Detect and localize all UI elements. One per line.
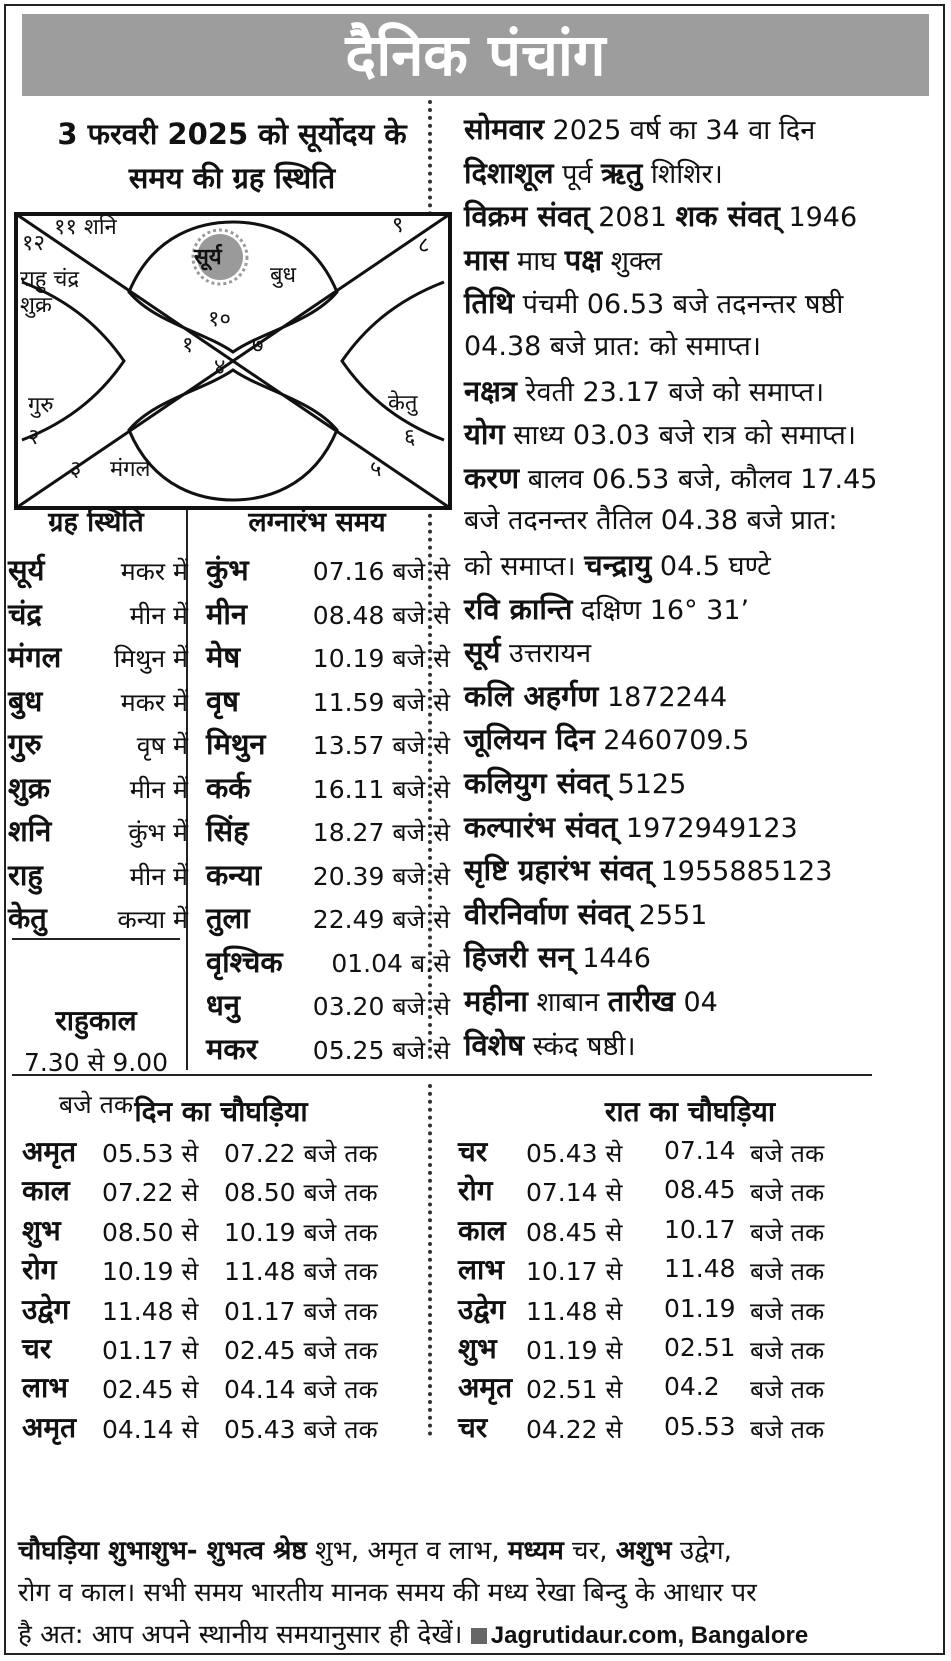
panchang-value: शुक्ल <box>602 245 662 277</box>
panchang-value: 2551 <box>630 899 708 931</box>
graha-row <box>8 764 188 810</box>
choghadiya-to: 02.45 बजे तक <box>224 1336 378 1365</box>
planet-name: शुक्र <box>8 770 50 805</box>
panchang-value: दक्षिण 16° 31’ <box>572 594 750 626</box>
panchang-value: स्कंद षष्ठी। <box>524 1030 636 1062</box>
panchang-value: बजे तदनन्तर तैतिल 04.38 बजे प्रात: <box>464 505 838 537</box>
lagna-time: 22.49 बजे से <box>312 905 450 934</box>
brand-credit: Jagrutidaur.com, Bangalore <box>490 1622 809 1649</box>
panchang-value: शाबान <box>527 987 608 1018</box>
day-choghadiya-row <box>22 1171 422 1213</box>
lagna-sign: मकर <box>206 1031 258 1066</box>
panchang-line <box>464 760 944 808</box>
choghadiya-name: शुभ <box>22 1213 61 1247</box>
choghadiya-to: 02.51 <box>664 1333 736 1362</box>
rahukaal-time: 7.30 से 9.00 <box>23 1048 169 1077</box>
panchang-key: शक संवत् <box>675 199 780 234</box>
planet-sign: मिथुन में <box>113 644 188 673</box>
lagna-sign: तुला <box>206 901 250 935</box>
choghadiya-to: 05.43 बजे तक <box>224 1414 378 1444</box>
kundali-chart <box>14 212 452 510</box>
planet-name: मंगल <box>8 640 62 674</box>
lagna-row <box>206 720 450 766</box>
planet-sign: कन्या में <box>117 905 188 934</box>
choghadiya-from: 10.19 से <box>102 1257 199 1287</box>
planet-name: केतु <box>8 901 47 935</box>
panchang-key: सोमवार <box>464 112 544 146</box>
choghadiya-name: शुभ <box>458 1332 497 1365</box>
graha-row <box>8 807 188 853</box>
panchang-line <box>464 498 944 544</box>
panchang-key: कलि अहर्गण <box>464 678 599 713</box>
choghadiya-from: 05.53 से <box>102 1139 199 1168</box>
panchang-key: जूलियन दिन <box>464 722 595 757</box>
lagna-time: 10.19 बजे से <box>312 644 450 673</box>
lagna-row <box>206 764 450 810</box>
day-choghadiya-title: दिन का चौघड़िया <box>134 1095 308 1128</box>
day-choghadiya-row <box>22 1290 422 1332</box>
choghadiya-to: 11.48 <box>664 1254 736 1284</box>
lagna-row <box>206 981 450 1027</box>
lagna-time: 18.27 बजे से <box>312 818 450 847</box>
lagna-time: 01.04 ब.से <box>331 948 450 978</box>
planet-sign: मीन में <box>129 861 188 891</box>
choghadiya-name: लाभ <box>458 1253 504 1287</box>
footer-key-1: चौघड़िया शुभाशुभ- शुभत्व श्रेष्ठ <box>18 1536 307 1566</box>
lagna-sign: मिथुन <box>206 727 266 761</box>
choghadiya-from: 11.48 से <box>526 1296 623 1326</box>
panchang-value: 1446 <box>573 943 651 975</box>
lagna-row <box>206 851 450 897</box>
kundali-rahu-chandra: राहु चंद्र <box>20 267 80 292</box>
lagna-sign: सिंह <box>206 814 249 848</box>
panchang-line <box>464 542 944 590</box>
choghadiya-to: 11.48 बजे तक <box>224 1257 378 1287</box>
choghadiya-from: 11.48 से <box>102 1296 199 1326</box>
panchang-key: ऋतु <box>601 155 643 190</box>
kundali-mangal: मंगल <box>110 457 151 482</box>
choghadiya-name: चर <box>458 1135 488 1168</box>
panchang-value: उत्तरायन <box>500 638 592 670</box>
panchang-key: योग <box>464 417 505 452</box>
kundali-guru: गुरु <box>28 393 54 418</box>
day-choghadiya-row <box>22 1368 422 1410</box>
panchang-line <box>464 804 944 852</box>
lagna-row <box>206 633 450 679</box>
day-choghadiya-row <box>22 1329 422 1371</box>
choghadiya-from: 07.22 से <box>102 1178 199 1208</box>
choghadiya-to: 08.45 <box>664 1175 736 1205</box>
kundali-house-3: ३ <box>70 457 82 482</box>
panchang-line <box>464 106 944 154</box>
panchang-key: वीरनिर्वाण संवत् <box>464 896 631 931</box>
panchang-line <box>464 586 944 634</box>
panchang-line <box>464 411 944 459</box>
panchang-value: 5125 <box>608 769 687 800</box>
planet-sign: मीन में <box>129 774 188 804</box>
panchang-line <box>464 193 944 241</box>
lagna-time: 11.59 बजे से <box>312 687 450 717</box>
night-choghadiya-row <box>458 1290 898 1332</box>
kundali-shukra: शुक्र <box>20 293 52 318</box>
lagna-time: 13.57 बजे से <box>312 731 450 760</box>
choghadiya-from: 08.50 से <box>102 1217 199 1247</box>
panchang-value: 2460709.5 <box>594 725 750 757</box>
choghadiya-to: 07.14 <box>664 1136 736 1165</box>
day-choghadiya-row <box>22 1132 422 1174</box>
kundali-ketu: केतु <box>388 391 418 416</box>
panchang-key: विशेष <box>464 1027 525 1062</box>
planet-sign: वृष में <box>136 731 188 760</box>
day-choghadiya-row <box>22 1211 422 1253</box>
panchang-value: 2025 वर्ष का 34 वा दिन <box>543 115 816 146</box>
choghadiya-name: चर <box>22 1332 52 1365</box>
graha-row <box>8 633 188 679</box>
footer-note: चौघड़िया शुभाशुभ- शुभत्व श्रेष्ठ शुभ, अमृत व लाभ, मध्यम चर, अशुभ उद्वेग, रोग व काल। सभी समय भारतीय मानक समय की मध्य रेखा बिन्दु के आधार पर है अत: आप अपने स्थानीय समयानुसार ही देखें। Jagrutidaur.com, Bangalore <box>18 1536 809 1650</box>
choghadiya-from: 02.45 से <box>102 1375 199 1405</box>
panchang-value: 04.38 बजे प्रात: को समाप्त। <box>464 331 761 362</box>
choghadiya-name: उद्वेग <box>458 1292 506 1326</box>
day-choghadiya-row <box>22 1408 422 1450</box>
choghadiya-tail: बजे तक <box>750 1296 825 1326</box>
kundali-house-6: ६ <box>404 425 416 450</box>
lagna-time: 05.25 बजे से <box>312 1035 450 1065</box>
panchang-value: रेवती 23.17 बजे को समाप्त। <box>516 376 825 408</box>
lagna-row <box>206 807 450 853</box>
lagna-sign: कर्क <box>206 770 251 805</box>
panchang-key: कलियुग संवत् <box>464 766 609 800</box>
panchang-value: पंचमी 06.53 बजे तदनन्तर षष्ठी <box>514 289 844 321</box>
lagna-sign: मीन <box>206 596 247 631</box>
panchang-line <box>464 934 944 982</box>
kundali-house-11: ११ शनि <box>54 215 117 240</box>
choghadiya-tail: बजे तक <box>750 1178 825 1208</box>
choghadiya-to: 01.17 बजे तक <box>224 1296 378 1326</box>
choghadiya-name: काल <box>22 1174 70 1208</box>
choghadiya-name: काल <box>458 1213 506 1247</box>
panchang-value: साध्य 03.03 बजे रात्र को समाप्त। <box>504 420 856 452</box>
panchang-value: शिशिर। <box>642 158 723 190</box>
lagna-row <box>206 546 450 592</box>
lagna-time: 07.16 बजे से <box>312 557 450 586</box>
graha-row <box>8 851 188 897</box>
panchang-key: सूर्य <box>464 635 501 670</box>
panchang-value: 1972949123 <box>617 812 798 844</box>
panchang-value: 1946 <box>779 202 858 234</box>
panchang-value: को समाप्त। <box>464 551 585 582</box>
panchang-line <box>464 324 944 370</box>
lagna-title: लग्नारंभ समय <box>248 507 386 538</box>
choghadiya-tail: बजे तक <box>750 1217 825 1247</box>
lagna-time: 16.11 बजे से <box>312 774 450 804</box>
choghadiya-to: 10.19 बजे तक <box>224 1217 378 1247</box>
lagna-sign: मेष <box>206 640 241 674</box>
panchang-line <box>464 673 944 721</box>
lagna-sign: वृष <box>206 683 239 718</box>
planet-sign: कुंभ में <box>128 818 188 847</box>
night-choghadiya-row <box>458 1171 898 1213</box>
lagna-row <box>206 677 450 723</box>
kundali-house-1: १ <box>182 333 194 358</box>
night-choghadiya-row <box>458 1250 898 1292</box>
planet-name: राहु <box>8 857 43 892</box>
panchang-line <box>464 891 944 939</box>
planet-sign: मीन में <box>129 600 188 630</box>
rahukaal-suffix: बजे तक <box>58 1090 134 1119</box>
square-bullet-icon <box>471 1628 487 1644</box>
panchang-value: 04.5 घण्टे <box>651 551 771 582</box>
panchang-line <box>464 368 944 416</box>
panchang-key: रवि क्रान्ति <box>464 591 573 626</box>
choghadiya-divider <box>428 1084 432 1436</box>
choghadiya-from: 10.17 से <box>526 1257 623 1287</box>
choghadiya-to: 01.19 <box>664 1293 736 1323</box>
choghadiya-name: अमृत <box>458 1371 513 1405</box>
panchang-key: कल्पारंभ संवत् <box>464 809 618 844</box>
panchang-key: चन्द्रायु <box>584 548 652 582</box>
choghadiya-from: 02.51 से <box>526 1375 623 1405</box>
kundali-house-5: ५ <box>370 457 382 482</box>
choghadiya-tail: बजे तक <box>750 1375 825 1405</box>
panchang-key: पक्ष <box>564 242 602 277</box>
choghadiya-name: रोग <box>458 1174 493 1208</box>
choghadiya-from: 01.17 से <box>102 1336 199 1365</box>
lagna-time: 08.48 बजे से <box>312 600 450 630</box>
choghadiya-tail: बजे तक <box>750 1414 825 1444</box>
lagna-sign: कन्या <box>206 857 262 892</box>
choghadiya-name: अमृत <box>22 1135 77 1168</box>
planet-name: सूर्य <box>8 553 45 587</box>
lagna-row <box>206 894 450 940</box>
panchang-line <box>464 629 944 677</box>
panchang-key: सृष्टि ग्रहारंभ संवत् <box>464 853 653 888</box>
kundali-budh: बुध <box>270 263 297 288</box>
graha-row <box>8 894 188 940</box>
panchang-value: पूर्व <box>553 158 602 190</box>
lagna-row <box>206 938 450 984</box>
rahukaal-title: राहुकाल <box>55 1004 137 1037</box>
panchang-key: नक्षत्र <box>464 373 517 408</box>
choghadiya-name: चर <box>458 1410 488 1444</box>
footer-key-2: मध्यम <box>507 1536 564 1566</box>
choghadiya-to: 04.14 बजे तक <box>224 1375 378 1405</box>
planet-name: चंद्र <box>8 596 42 631</box>
planet-sign: मकर में <box>120 557 188 586</box>
choghadiya-name: रोग <box>22 1253 57 1287</box>
lagna-time: 03.20 बजे से <box>312 992 450 1021</box>
night-choghadiya-row <box>458 1132 898 1174</box>
night-choghadiya-row <box>458 1408 898 1450</box>
graha-row <box>8 546 188 592</box>
night-choghadiya-row <box>458 1368 898 1410</box>
kundali-house-7: ७ <box>252 333 264 358</box>
choghadiya-from: 08.45 से <box>526 1217 623 1247</box>
choghadiya-from: 05.43 से <box>526 1139 623 1168</box>
panchang-line <box>464 716 944 764</box>
choghadiya-to: 07.22 बजे तक <box>224 1139 378 1168</box>
kundali-house-12: १२ <box>22 231 45 256</box>
kundali-house-9: ९ <box>392 213 404 238</box>
choghadiya-name: लाभ <box>22 1371 68 1405</box>
choghadiya-tail: बजे तक <box>750 1139 825 1168</box>
kundali-house-8: ८ <box>418 233 430 258</box>
panchang-line <box>464 237 944 285</box>
choghadiya-to: 05.53 <box>664 1411 736 1441</box>
kundali-house-4: ४ <box>214 355 226 380</box>
panchang-value: 1955885123 <box>652 856 833 888</box>
lagna-sign: वृश्चिक <box>206 944 283 979</box>
panchang-key: दिशाशूल <box>464 155 554 190</box>
kundali-house-2: २ <box>28 425 40 450</box>
panchang-line <box>464 455 944 503</box>
page-title: दैनिक पंचांग <box>22 14 929 96</box>
graha-row <box>8 590 188 636</box>
choghadiya-from: 07.14 से <box>526 1178 623 1208</box>
panchang-value: 1872244 <box>598 681 728 713</box>
panchang-value: 2081 <box>589 202 676 234</box>
planet-sign: मकर में <box>120 687 188 717</box>
choghadiya-tail: बजे तक <box>750 1257 825 1287</box>
lagna-time: 20.39 बजे से <box>312 861 450 891</box>
choghadiya-from: 04.22 से <box>526 1414 623 1444</box>
panchang-line <box>464 1022 944 1070</box>
lagna-sign: कुंभ <box>206 553 249 587</box>
lagna-sign: धनु <box>206 988 240 1022</box>
panchang-key: तिथि <box>464 286 515 321</box>
panchang-line <box>464 150 944 198</box>
panchang-value: बालव 06.53 बजे, कौलव 17.45 <box>519 463 878 495</box>
graha-row <box>8 677 188 723</box>
choghadiya-to: 10.17 <box>664 1214 736 1244</box>
night-choghadiya-row <box>458 1329 898 1371</box>
panchang-key: तारीख <box>607 984 675 1018</box>
graha-row <box>8 720 188 766</box>
lagna-row <box>206 1025 450 1071</box>
planet-position-title: 3 फरवरी 2025 को सूर्योदय के समय की ग्रह स्थिति <box>57 117 407 195</box>
planet-name: बुध <box>8 683 43 718</box>
panchang-key: महीना <box>464 984 528 1018</box>
panchang-line <box>464 280 944 328</box>
choghadiya-name: अमृत <box>22 1410 77 1444</box>
choghadiya-tail: बजे तक <box>750 1336 825 1365</box>
panchang-line <box>464 847 944 895</box>
kundali-sun: सूर्य <box>194 245 222 270</box>
choghadiya-to: 08.50 बजे तक <box>224 1178 378 1208</box>
day-choghadiya-row <box>22 1250 422 1292</box>
choghadiya-to: 04.2 <box>664 1372 720 1402</box>
night-choghadiya-row <box>458 1211 898 1253</box>
panchang-line <box>464 978 944 1026</box>
kundali-house-10: १० <box>208 307 231 332</box>
graha-sthiti-title: ग्रह स्थिति <box>48 507 144 538</box>
panchang-value: माघ <box>508 245 565 277</box>
footer-key-3: अशुभ <box>615 1536 672 1566</box>
panchang-key: हिजरी सन् <box>464 940 574 975</box>
choghadiya-name: उद्वेग <box>22 1292 70 1326</box>
panchang-key: विक्रम संवत् <box>464 199 590 234</box>
panchang-key: करण <box>464 460 520 495</box>
choghadiya-from: 01.19 से <box>526 1336 623 1365</box>
night-choghadiya-title: रात का चौघड़िया <box>604 1095 776 1128</box>
panchang-value: 04 <box>674 987 718 1018</box>
planet-name: शनि <box>8 814 52 848</box>
lagna-row <box>206 590 450 636</box>
choghadiya-from: 04.14 से <box>102 1414 199 1444</box>
panchang-key: मास <box>464 242 509 277</box>
planet-name: गुरु <box>8 727 42 761</box>
